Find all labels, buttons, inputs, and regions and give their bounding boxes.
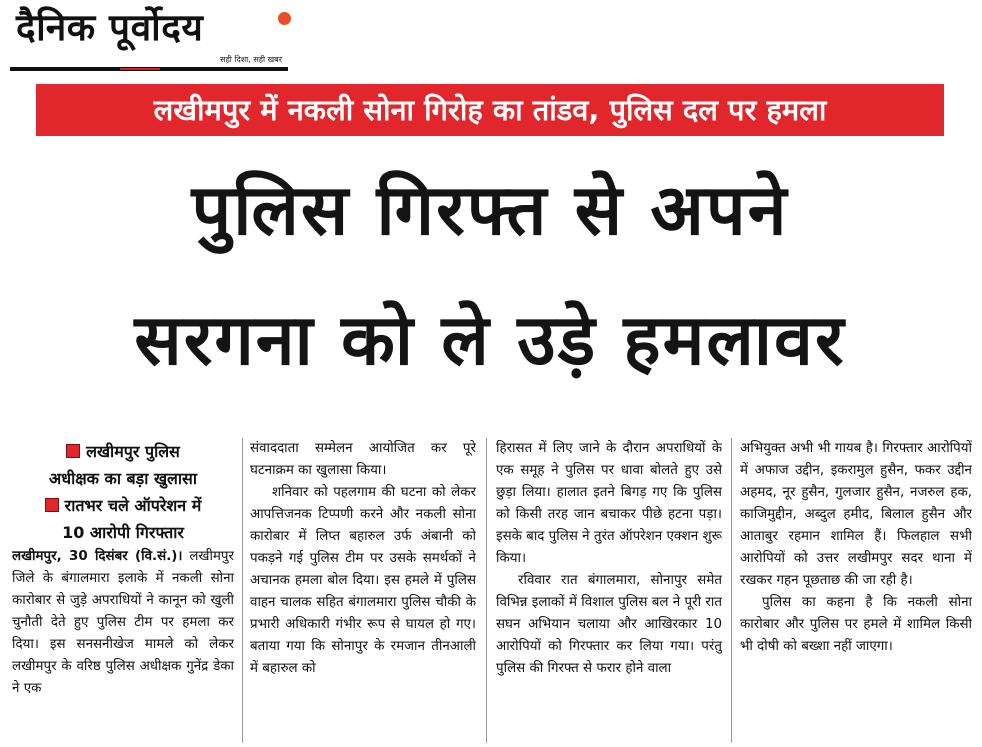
column-divider xyxy=(486,438,487,743)
masthead xyxy=(10,4,288,72)
article-column-2 xyxy=(250,438,476,743)
kicker-banner: लखीमपुर में नकली सोना गिरोह का तांडव, पुलिस दल पर हमला xyxy=(36,84,944,136)
subhead-2-line-1: रातभर चले ऑपरेशन में xyxy=(64,496,202,515)
subhead-1-cont: अधीक्षक का बड़ा खुलासा xyxy=(49,469,197,488)
column-4-paragraph-1: अभियुक्त अभी भी गायब है। गिरफ्तार आरोपियों में अफाज उद्दीन, इकरामुल हुसैन, फकर उद्दीन अहमद, नूर हुसैन, गुलजार हुसैन, नजरुल हक, काजिमुद्दीन, अब्दुल हमीद, बिलाल हुसैन और आताबुर रहमान शामिल हैं। फिलहाल सभी आरोपियों को उत्तर लखीमपुर सदर थाना में रखकर गहन पूछताछ की जा रही है। xyxy=(740,441,972,588)
column-3-paragraph-1: हिरासत में लिए जाने के दौरान अपराधियों के एक समूह ने पुलिस पर धावा बोलते हुए उसे छुड़ा लिया। हालात इतने बिगड़ गए कि पुलिस को किसी तरह जान बचाकर पीछे हटना पड़ा। इसके बाद पुलिस ने तुरंत ऑपरेशन एक्शन शुरू किया। xyxy=(496,441,722,566)
article-column-4 xyxy=(740,438,972,743)
masthead-rule-accent xyxy=(120,68,160,70)
subhead-1 xyxy=(12,438,234,465)
column-divider xyxy=(242,438,243,743)
newspaper-tagline: सही दिशा, सही खबर xyxy=(220,55,282,64)
column-2-paragraph-2: शनिवार को पहलगाम की घटना को लेकर आपत्तिजनक टिप्पणी करने और नकली सोना कारोबार में लिप्त बहारुल उर्फ अंबानी को पकड़ने गई पुलिस टीम पर उसके समर्थकों ने अचानक हमला बोल दिया। इस हमले में पुलिस वाहन चालक सहित बंगालमारा पुलिस चौकी के प्रभारी अधिकारी गंभीर रूप से घायल हो गए। बताया गया कि सोनापुर के रमजान तीनआली में बहारुल को xyxy=(250,485,476,676)
headline-line-2: सरगना को ले उड़े हमलावर xyxy=(134,299,846,381)
article-lead xyxy=(12,546,234,700)
red-square-bullet-icon xyxy=(66,444,80,458)
logo-dot-icon xyxy=(278,12,291,25)
newspaper-name: दैनिक पूर्वोदय xyxy=(16,6,204,49)
dateline: लखीमपुर, 30 दिसंबर (वि.सं.)। xyxy=(12,549,183,564)
column-3-paragraph-2: रविवार रात बंगालमारा, सोनापुर समेत विभिन्न इलाकों में विशाल पुलिस बल ने पूरी रात सघन अभियान चलाया और आखिरकार 10 आरोपियों को गिरफ्तार कर लिया गया। परंतु पुलिस की गिरफ्त से फरार होने वाला xyxy=(496,573,722,676)
subhead-2-cont: 10 आरोपी गिरफ्तार xyxy=(62,523,184,542)
column-4-paragraph-2: पुलिस का कहना है कि नकली सोना कारोबार और पुलिस पर हमले में शामिल किसी भी दोषी को बख्शा नहीं जाएगा। xyxy=(740,595,972,654)
subhead-2 xyxy=(12,492,234,519)
column-1-text: लखीमपुर जिले के बंगालमारा इलाके में नकली सोना कारोबार से जुड़े अपराधियों ने कानून को खुली चुनौती देते हुए पुलिस टीम पर हमला कर दिया। इस सनसनीखेज मामले को लेकर लखीमपुर के वरिष्ठ पुलिस अधीक्षक गुनेंद्र डेका ने एक xyxy=(12,549,234,696)
headline-line-1: पुलिस गिरफ्त से अपने xyxy=(191,169,789,251)
column-2-paragraph-1: संवाददाता सम्मेलन आयोजित कर पूरे घटनाक्रम का खुलासा किया। xyxy=(250,441,476,478)
article-column-1 xyxy=(12,438,234,743)
subhead-1-line-1: लखीमपुर पुलिस xyxy=(86,442,180,461)
article-column-3 xyxy=(496,438,722,743)
column-divider xyxy=(731,438,732,743)
red-square-bullet-icon xyxy=(45,498,59,512)
